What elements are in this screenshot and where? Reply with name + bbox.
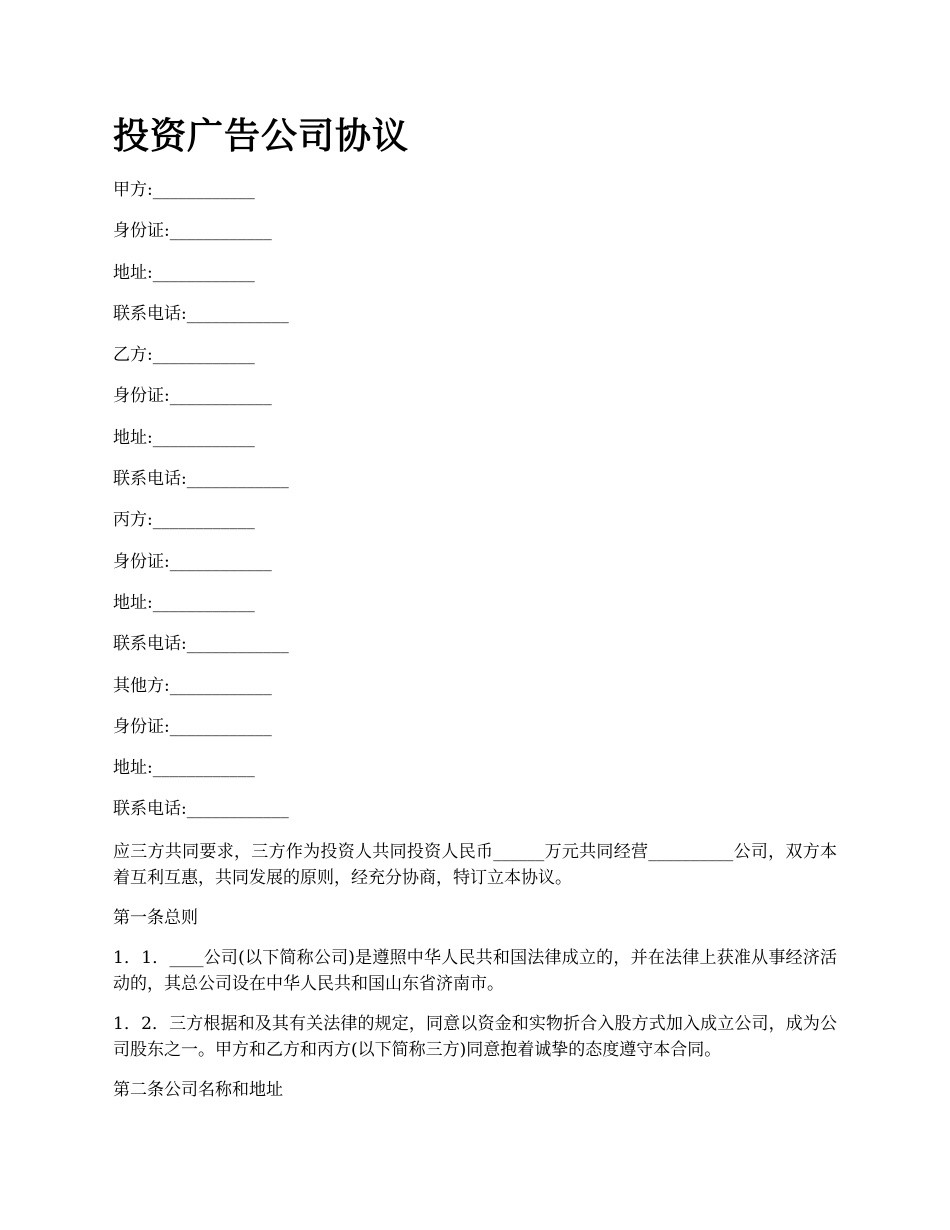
party-b-phone-field: 联系电话:____________ bbox=[113, 469, 289, 490]
party-c-phone-field: 联系电话:____________ bbox=[113, 634, 289, 655]
party-a-id-field: 身份证:____________ bbox=[113, 221, 272, 242]
intro-paragraph: 应三方共同要求，三方作为投资人共同投资人民币______万元共同经营__________公司，双方本着互利互惠，共同发展的原则，经充分协商，特订立本协议。 bbox=[113, 841, 837, 888]
party-c-address-field: 地址:____________ bbox=[113, 592, 255, 613]
party-b-field: 乙方:____________ bbox=[113, 345, 255, 366]
clause-1-1: 1．1．____公司(以下简称公司)是遵照中华人民共和国法律成立的，并在法律上获准从事经济活动的，其总公司设在中华人民共和国山东省济南市。 bbox=[113, 947, 837, 994]
party-fields bbox=[113, 178, 837, 821]
clause-1-2: 1．2．三方根据和及其有关法律的规定，同意以资金和实物折合入股方式加入成立公司，成为公司股东之一。甲方和乙方和丙方(以下简称三方)同意抱着诚挚的态度遵守本合同。 bbox=[113, 1013, 837, 1060]
article-1-heading: 第一条总则 bbox=[113, 907, 198, 928]
other-party-phone-field: 联系电话:____________ bbox=[113, 799, 289, 820]
party-c-field: 丙方:____________ bbox=[113, 510, 255, 531]
article-2-heading: 第二条公司名称和地址 bbox=[113, 1079, 283, 1100]
other-party-id-field: 身份证:____________ bbox=[113, 716, 272, 737]
other-party-address-field: 地址:____________ bbox=[113, 758, 255, 779]
party-a-address-field: 地址:____________ bbox=[113, 262, 255, 283]
party-c-id-field: 身份证:____________ bbox=[113, 551, 272, 572]
document-page bbox=[113, 112, 837, 1117]
party-b-address-field: 地址:____________ bbox=[113, 427, 255, 448]
party-a-phone-field: 联系电话:____________ bbox=[113, 303, 289, 324]
document-title: 投资广告公司协议 bbox=[113, 115, 410, 157]
party-b-id-field: 身份证:____________ bbox=[113, 386, 272, 407]
party-a-field: 甲方:____________ bbox=[113, 180, 255, 200]
other-party-field: 其他方:____________ bbox=[113, 675, 272, 696]
